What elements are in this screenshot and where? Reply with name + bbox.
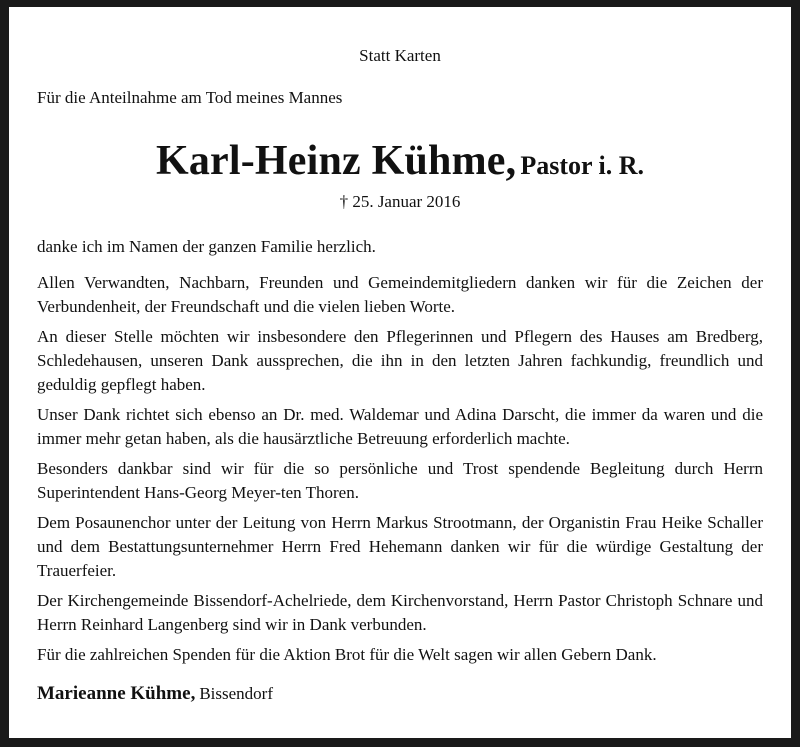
paragraph-parish: Der Kirchengemeinde Bissendorf-Achelriede, dem Kirchenvorstand, Herrn Pastor Christoph Schnare und Herrn Reinhard Langenberg sind wir in Dank verbunden. bbox=[37, 591, 763, 634]
signature-place: Bissendorf bbox=[199, 684, 273, 703]
paragraph-relatives: Allen Verwandten, Nachbarn, Freunden und Gemeindemitgliedern danken wir für die Zeichen der Verbundenheit, der Freundschaft und die vielen lieben Worte. bbox=[37, 273, 763, 316]
deceased-name: Karl-Heinz Kühme, bbox=[155, 138, 517, 184]
death-date: † 25. Januar 2016 bbox=[339, 192, 461, 211]
paragraph-donations: Für die zahlreichen Spenden für die Aktion Brot für die Welt sagen wir allen Gebern Dank. bbox=[37, 645, 657, 664]
signature bbox=[37, 682, 273, 706]
paragraph-funeral-service: Dem Posaunenchor unter der Leitung von Herrn Markus Strootmann, der Organistin Frau Heike Schaller und dem Bestattungsunternehmer Herrn Fred Hehemann danken wir für die würdige Gestaltung der Trauerfeier. bbox=[37, 513, 763, 580]
paragraph-care-home: An dieser Stelle möchten wir insbesondere den Pflegerinnen und Pflegern des Hauses am Bredberg, Schledehausen, unseren Dank aussprechen, die ihn in den letzten Jahren fachkundig, freundlich und geduldig gepflegt haben. bbox=[37, 327, 763, 394]
paragraph-superintendent: Besonders dankbar sind wir für die so persönliche und Trost spendende Begleitung durch Herrn Superintendent Hans-Georg Meyer-ten Thoren. bbox=[37, 459, 763, 502]
thanks-line: danke ich im Namen der ganzen Familie herzlich. bbox=[37, 237, 376, 256]
signature-name: Marieanne Kühme, bbox=[37, 683, 196, 704]
notice-intro: Für die Anteilnahme am Tod meines Mannes bbox=[37, 88, 343, 107]
notice-header: Statt Karten bbox=[359, 46, 441, 65]
paragraph-doctors: Unser Dank richtet sich ebenso an Dr. med. Waldemar und Adina Darscht, die immer da waren und die immer mehr getan haben, als die hausärztliche Betreuung erforderlich machte. bbox=[37, 405, 763, 448]
deceased-title: Pastor i. R. bbox=[520, 151, 645, 180]
deceased-name-line bbox=[37, 136, 763, 191]
thanks-paragraphs bbox=[37, 271, 763, 673]
